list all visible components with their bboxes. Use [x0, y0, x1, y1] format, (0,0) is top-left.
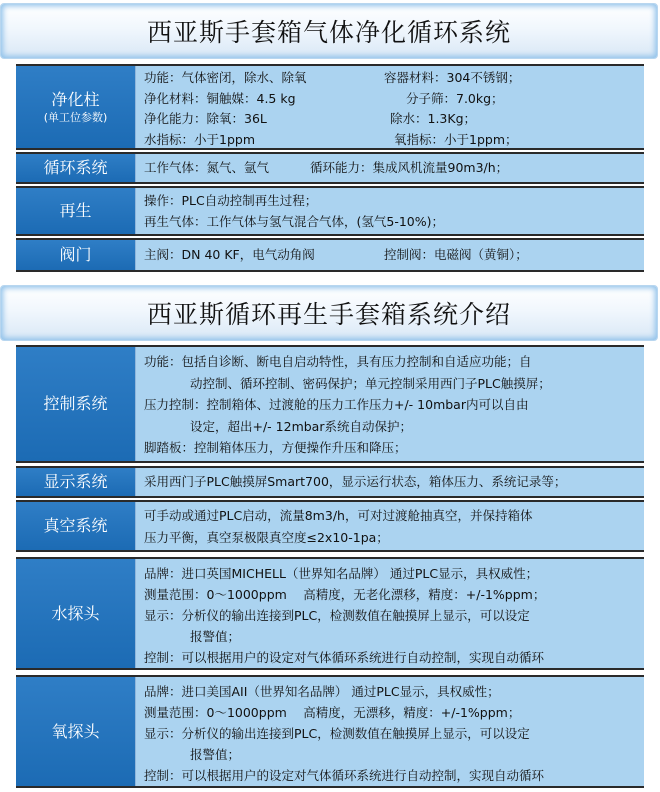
spec-text: 循环能力：集成风机流量90m3/h； — [310, 159, 509, 175]
spec-text: 水指标：小于1ppm — [144, 131, 255, 147]
intro-text: 压力平衡，真空泵极限真空度≤2x10-1pa； — [144, 530, 389, 545]
row-content — [136, 66, 644, 148]
spec-text: 分子筛：7.0kg； — [406, 90, 504, 106]
spec-text: 操作：PLC自动控制再生过程； — [144, 193, 318, 208]
row-content — [136, 347, 644, 461]
intro-text: 品牌：进口英国MICHELL（世界知名品牌） 通过PLC显示，具权威性； — [144, 566, 539, 581]
intro-row-display-system — [16, 466, 644, 498]
intro-text: 显示：分析仪的输出连接到PLC，检测数值在触摸屏上显示，可以设定 — [144, 726, 530, 741]
row-label-text: 显示系统 — [43, 472, 108, 491]
intro-text: 脚踏板：控制箱体压力，方便操作升压和降压； — [144, 440, 407, 456]
spec-row-valves — [16, 238, 644, 272]
spec-text: 净化材料：铜触媒：4.5 kg — [144, 90, 296, 106]
intro-text: 压力控制：控制箱体、过渡舱的压力工作压力+/- 10mbar内可以自由 — [144, 397, 529, 413]
row-label-text: 水探头 — [51, 603, 100, 623]
section2-title-banner — [0, 285, 658, 341]
intro-text: 显示：分析仪的输出连接到PLC，检测数值在触摸屏上显示，可以设定 — [144, 608, 530, 623]
spec-text: 氧指标：小于1ppm； — [394, 131, 518, 147]
row-label — [16, 559, 136, 668]
row-label — [16, 677, 136, 786]
section1-title: 西亚斯手套箱气体净化循环系统 — [146, 18, 511, 47]
spec-text: 控制阀：电磁阀（黄铜）； — [384, 246, 528, 262]
section1-title-banner — [0, 3, 658, 59]
spec-row-purifier — [16, 64, 644, 150]
row-label — [16, 188, 136, 234]
row-label — [16, 468, 136, 496]
spec-text: 主阀：DN 40 KF，电气动角阀 — [144, 246, 315, 262]
spec-text: 除水：1.3Kg； — [390, 111, 477, 126]
intro-text: 设定，超出+/- 12mbar系统自动保护； — [190, 418, 412, 434]
spec-text: 净化能力：除氧：36L — [144, 111, 267, 126]
row-content — [136, 240, 644, 270]
intro-text: 采用西门子PLC触摸屏Smart700，显示运行状态，箱体压力、系统记录等； — [144, 473, 567, 489]
intro-row-oxygen-probe — [16, 675, 644, 788]
row-content — [136, 677, 644, 786]
row-label — [16, 66, 136, 148]
intro-row-water-probe — [16, 557, 644, 670]
spec-text: 工作气体：氮气、氩气 — [144, 159, 270, 175]
row-content — [136, 502, 644, 550]
row-label-text: 阀门 — [59, 245, 92, 264]
row-content — [136, 154, 644, 182]
spec-text: 容器材料：304不锈钢； — [384, 70, 521, 85]
intro-text: 报警值； — [190, 629, 241, 644]
row-label-text: 控制系统 — [43, 394, 108, 413]
spec-text: 再生气体：工作气体与氢气混合气体，(氢气5-10%)； — [144, 213, 445, 229]
row-label-text: 净化柱 — [51, 89, 100, 109]
intro-text: 测量范围：0～1000ppm 高精度，无老化漂移，精度：+/-1%ppm； — [144, 587, 546, 602]
intro-text: 品牌：进口美国AII（世界知名品牌） 通过PLC显示，具权威性； — [144, 684, 500, 699]
row-sublabel-text: (单工位参数) — [43, 110, 108, 124]
section2-title: 西亚斯循环再生手套箱系统介绍 — [146, 300, 511, 329]
row-content — [136, 559, 644, 668]
spec-row-circulation — [16, 152, 644, 184]
intro-row-vacuum-system — [16, 500, 644, 552]
row-label — [16, 502, 136, 550]
row-label-text: 再生 — [59, 201, 92, 220]
intro-row-control-system — [16, 345, 644, 463]
intro-text: 功能：包括自诊断、断电自启动特性，具有压力控制和自适应功能；自 — [144, 354, 532, 369]
spec-text: 功能：气体密闭，除水、除氧 — [144, 70, 307, 85]
intro-text: 控制：可以根据用户的设定对气体循环系统进行自动控制，实现自动循环 — [144, 768, 545, 783]
row-label-text: 氧探头 — [51, 721, 100, 741]
row-content — [136, 188, 644, 234]
row-label — [16, 154, 136, 182]
row-label — [16, 347, 136, 461]
row-content — [136, 468, 644, 496]
intro-text: 可手动或通过PLC启动，流量8m3/h，可对过渡舱抽真空，并保持箱体 — [144, 508, 533, 523]
row-label — [16, 240, 136, 270]
spec-row-regeneration — [16, 186, 644, 236]
row-label-text: 真空系统 — [43, 516, 108, 535]
intro-text: 测量范围：0～1000ppm 高精度，无漂移，精度：+/-1%ppm； — [144, 705, 521, 720]
intro-text: 报警值； — [190, 747, 241, 762]
intro-text: 控制：可以根据用户的设定对气体循环系统进行自动控制，实现自动循环 — [144, 650, 545, 665]
row-label-text: 循环系统 — [43, 158, 108, 177]
intro-text: 动控制、循环控制、密码保护；单元控制采用西门子PLC触摸屏； — [190, 375, 551, 391]
